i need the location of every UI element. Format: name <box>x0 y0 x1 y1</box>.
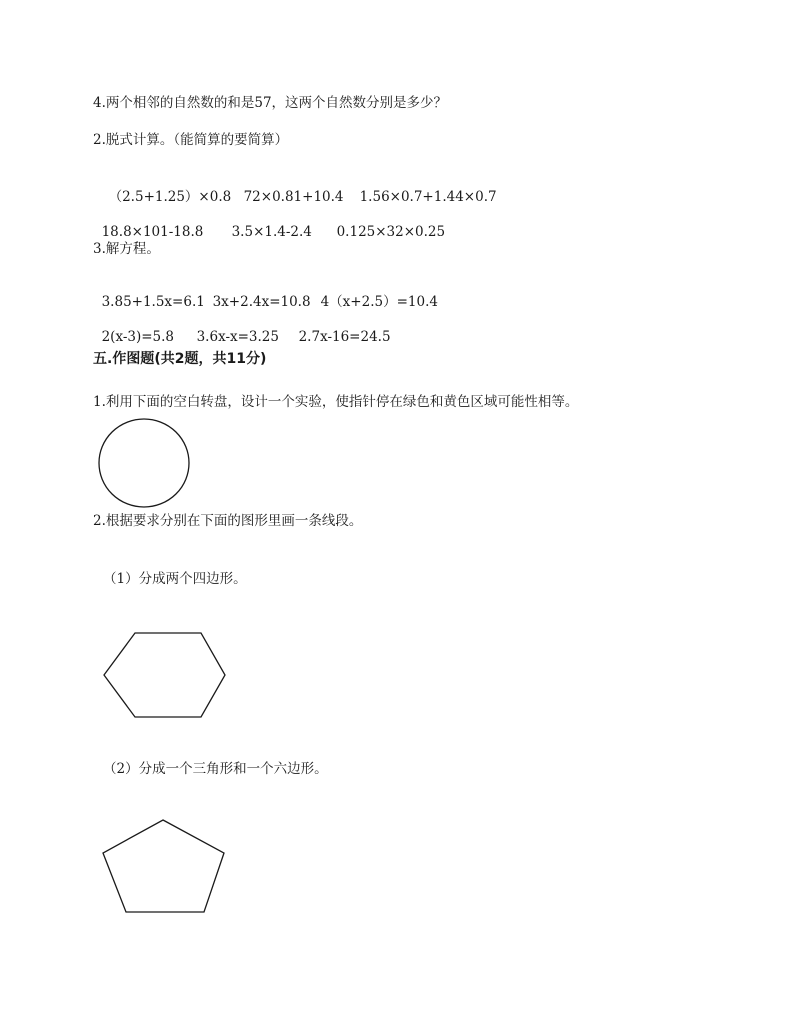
equation: 2(x-3)=5.8 <box>101 329 175 345</box>
equation-row-2 <box>93 310 391 346</box>
equation: 3.6x-x=3.25 <box>196 329 279 345</box>
calc-row-2 <box>93 205 445 241</box>
calc-expression: 18.8×101-18.8 <box>101 224 204 240</box>
hexagon-outline <box>104 633 225 717</box>
pentagon-shape-icon <box>100 818 228 916</box>
drawing-question-2-part-2: （2）分成一个三角形和一个六边形。 <box>103 761 328 777</box>
calc-expression: 0.125×32×0.25 <box>336 224 446 240</box>
drawing-question-2: 2.根据要求分别在下面的图形里画一条线段。 <box>93 513 363 529</box>
calc-row-1 <box>100 170 497 206</box>
equation: 2.7x-16=24.5 <box>298 329 391 345</box>
calc-expression: （2.5+1.25）×0.8 <box>108 189 232 205</box>
equation: 3x+2.4x=10.8 <box>212 294 311 310</box>
equation: 3.85+1.5x=6.1 <box>101 294 205 310</box>
calc-expression: 1.56×0.7+1.44×0.7 <box>359 189 497 205</box>
calc-expression: 3.5×1.4-2.4 <box>231 224 312 240</box>
equation: 4（x+2.5）=10.4 <box>320 294 438 310</box>
equations-section-title: 3.解方程。 <box>93 241 160 257</box>
calc-expression: 72×0.81+10.4 <box>243 189 344 205</box>
calc-section-title: 2.脱式计算。（能简算的要简算） <box>93 132 289 148</box>
drawing-question-2-part-1: （1）分成两个四边形。 <box>103 571 247 587</box>
drawing-question-1: 1.利用下面的空白转盘，设计一个实验，使指针停在绿色和黄色区域可能性相等。 <box>93 394 579 410</box>
equation-row-1 <box>93 275 438 311</box>
circle-outline <box>99 419 189 507</box>
pentagon-outline <box>103 820 224 912</box>
blank-spinner-circle-icon <box>97 417 193 511</box>
section-five-heading: 五.作图题(共2题，共11分) <box>93 351 267 367</box>
question-4-text: 4.两个相邻的自然数的和是57，这两个自然数分别是多少？ <box>93 95 448 111</box>
hexagon-shape-icon <box>102 632 228 720</box>
